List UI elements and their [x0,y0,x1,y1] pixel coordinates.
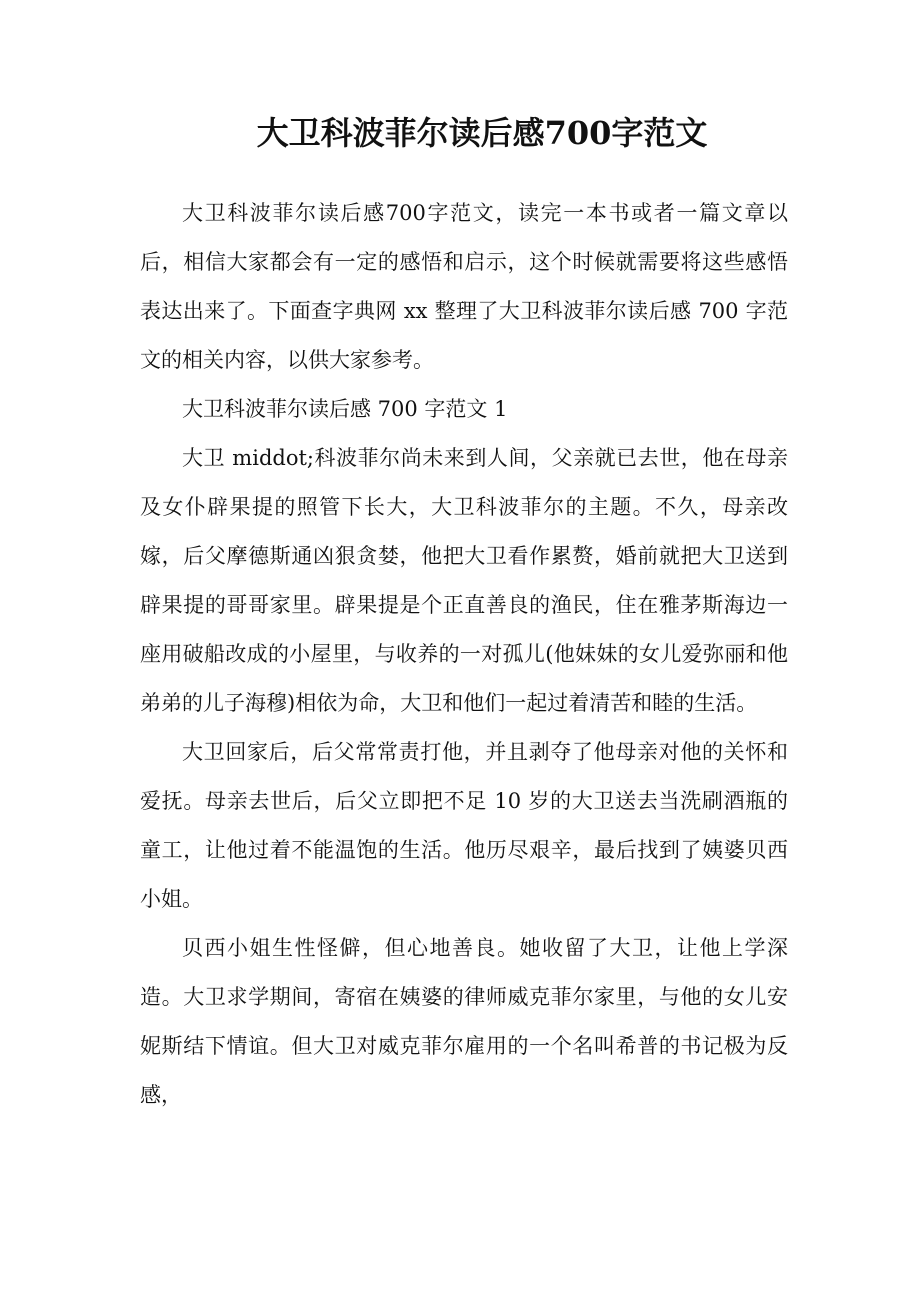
paragraph: 大卫 middot;科波菲尔尚未来到人间，父亲就已去世，他在母亲及女仆辟果提的照管下长大，大卫科波菲尔的主题。不久，母亲改嫁，后父摩德斯通凶狠贪婪，他把大卫看作累赘，婚前就把大卫送到辟果提的哥哥家里。辟果提是个正直善良的渔民，住在雅茅斯海边一座用破船改成的小屋里，与收养的一对孤儿(他妹妹的女儿爱弥丽和他弟弟的儿子海穆)相依为命，大卫和他们一起过着清苦和睦的生活。 [140,446,788,715]
paragraph: 大卫回家后，后父常常责打他，并且剥夺了他母亲对他的关怀和爱抚。母亲去世后，后父立即把不足 10 岁的大卫送去当洗刷酒瓶的童工，让他过着不能温饱的生活。他历尽艰辛，最后找到了姨婆贝西小姐。 [140,740,788,911]
section-heading: 大卫科波菲尔读后感 700 字范文 1 [182,397,508,421]
paragraph: 大卫科波菲尔读后感700字范文，读完一本书或者一篇文章以后，相信大家都会有一定的感悟和启示，这个时候就需要将这些感悟表达出来了。下面查字典网 xx 整理了大卫科波菲尔读后感 700 字范文的相关内容，以供大家参考。 [140,201,788,372]
document-body [140,189,788,1120]
document-title: 大卫科波菲尔读后感700字范文 [256,114,708,152]
paragraph: 贝西小姐生性怪僻，但心地善良。她收留了大卫，让他上学深造。大卫求学期间，寄宿在姨婆的律师威克菲尔家里，与他的女儿安妮斯结下情谊。但大卫对威克菲尔雇用的一个名叫希普的书记极为反感， [140,936,788,1107]
